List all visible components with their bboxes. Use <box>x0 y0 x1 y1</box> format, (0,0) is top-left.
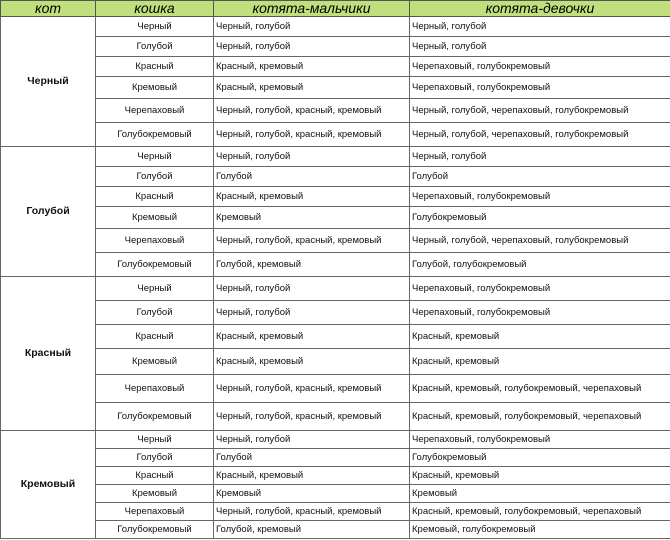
mother-color-cell: Красный <box>96 187 214 207</box>
table-body <box>1 17 670 539</box>
female-kittens-cell: Кремовый, голубокремовый <box>410 521 670 539</box>
male-kittens-cell: Голубой, кремовый <box>214 521 410 539</box>
female-kittens-cell: Голубокремовый <box>410 449 670 467</box>
male-kittens-cell: Красный, кремовый <box>214 349 410 375</box>
male-kittens-cell: Красный, кремовый <box>214 325 410 349</box>
table-row <box>1 187 670 207</box>
male-kittens-cell: Кремовый <box>214 485 410 503</box>
father-color-cell: Голубой <box>1 147 96 277</box>
female-kittens-cell: Черепаховый, голубокремовый <box>410 277 670 301</box>
female-kittens-cell: Красный, кремовый, голубокремовый, черепаховый <box>410 503 670 521</box>
table-row <box>1 17 670 37</box>
table-row <box>1 277 670 301</box>
header-father: кот <box>1 1 96 17</box>
mother-color-cell: Голубокремовый <box>96 403 214 431</box>
mother-color-cell: Черепаховый <box>96 375 214 403</box>
mother-color-cell: Голубой <box>96 449 214 467</box>
table-row <box>1 349 670 375</box>
male-kittens-cell: Голубой <box>214 167 410 187</box>
mother-color-cell: Кремовый <box>96 77 214 99</box>
table-row <box>1 253 670 277</box>
female-kittens-cell: Черепаховый, голубокремовый <box>410 187 670 207</box>
table-row <box>1 123 670 147</box>
female-kittens-cell: Черепаховый, голубокремовый <box>410 57 670 77</box>
mother-color-cell: Черный <box>96 431 214 449</box>
table-row <box>1 485 670 503</box>
table-row <box>1 99 670 123</box>
female-kittens-cell: Черный, голубой, черепаховый, голубокремовый <box>410 99 670 123</box>
male-kittens-cell: Красный, кремовый <box>214 57 410 77</box>
female-kittens-cell: Черепаховый, голубокремовый <box>410 77 670 99</box>
female-kittens-cell: Красный, кремовый <box>410 349 670 375</box>
female-kittens-cell: Черный, голубой, черепаховый, голубокремовый <box>410 229 670 253</box>
female-kittens-cell: Красный, кремовый, голубокремовый, черепаховый <box>410 375 670 403</box>
mother-color-cell: Голубой <box>96 37 214 57</box>
mother-color-cell: Красный <box>96 467 214 485</box>
mother-color-cell: Кремовый <box>96 207 214 229</box>
male-kittens-cell: Черный, голубой, красный, кремовый <box>214 503 410 521</box>
female-kittens-cell: Кремовый <box>410 485 670 503</box>
table-row <box>1 77 670 99</box>
male-kittens-cell: Черный, голубой, красный, кремовый <box>214 229 410 253</box>
male-kittens-cell: Черный, голубой <box>214 147 410 167</box>
mother-color-cell: Черепаховый <box>96 503 214 521</box>
female-kittens-cell: Черепаховый, голубокремовый <box>410 431 670 449</box>
header-row <box>1 1 670 17</box>
male-kittens-cell: Черный, голубой <box>214 17 410 37</box>
table-row <box>1 229 670 253</box>
male-kittens-cell: Черный, голубой, красный, кремовый <box>214 99 410 123</box>
table-row <box>1 503 670 521</box>
mother-color-cell: Голубокремовый <box>96 253 214 277</box>
mother-color-cell: Черный <box>96 147 214 167</box>
male-kittens-cell: Черный, голубой, красный, кремовый <box>214 375 410 403</box>
table-row <box>1 37 670 57</box>
mother-color-cell: Голубой <box>96 167 214 187</box>
male-kittens-cell: Красный, кремовый <box>214 187 410 207</box>
female-kittens-cell: Черный, голубой, черепаховый, голубокремовый <box>410 123 670 147</box>
table-row <box>1 449 670 467</box>
header-male-kittens: котята-мальчики <box>214 1 410 17</box>
female-kittens-cell: Черный, голубой <box>410 147 670 167</box>
father-color-cell: Кремовый <box>1 431 96 539</box>
mother-color-cell: Голубокремовый <box>96 123 214 147</box>
female-kittens-cell: Черный, голубой <box>410 17 670 37</box>
male-kittens-cell: Красный, кремовый <box>214 77 410 99</box>
table-row <box>1 207 670 229</box>
mother-color-cell: Черный <box>96 17 214 37</box>
male-kittens-cell: Черный, голубой, красный, кремовый <box>214 403 410 431</box>
male-kittens-cell: Черный, голубой, красный, кремовый <box>214 123 410 147</box>
male-kittens-cell: Черный, голубой <box>214 431 410 449</box>
male-kittens-cell: Черный, голубой <box>214 277 410 301</box>
mother-color-cell: Кремовый <box>96 349 214 375</box>
table-row <box>1 325 670 349</box>
male-kittens-cell: Голубой, кремовый <box>214 253 410 277</box>
female-kittens-cell: Черепаховый, голубокремовый <box>410 301 670 325</box>
table-row <box>1 147 670 167</box>
female-kittens-cell: Голубокремовый <box>410 207 670 229</box>
table-row <box>1 57 670 77</box>
mother-color-cell: Красный <box>96 325 214 349</box>
male-kittens-cell: Красный, кремовый <box>214 467 410 485</box>
father-color-cell: Красный <box>1 277 96 431</box>
female-kittens-cell: Красный, кремовый <box>410 325 670 349</box>
mother-color-cell: Кремовый <box>96 485 214 503</box>
table-row <box>1 431 670 449</box>
female-kittens-cell: Красный, кремовый <box>410 467 670 485</box>
table-row <box>1 467 670 485</box>
mother-color-cell: Красный <box>96 57 214 77</box>
male-kittens-cell: Голубой <box>214 449 410 467</box>
header-female-kittens: котята-девочки <box>410 1 670 17</box>
table-row <box>1 375 670 403</box>
mother-color-cell: Голубой <box>96 301 214 325</box>
male-kittens-cell: Черный, голубой <box>214 301 410 325</box>
table-row <box>1 521 670 539</box>
mother-color-cell: Черепаховый <box>96 99 214 123</box>
male-kittens-cell: Черный, голубой <box>214 37 410 57</box>
female-kittens-cell: Голубой <box>410 167 670 187</box>
mother-color-cell: Черепаховый <box>96 229 214 253</box>
father-color-cell: Черный <box>1 17 96 147</box>
female-kittens-cell: Черный, голубой <box>410 37 670 57</box>
table-row <box>1 301 670 325</box>
female-kittens-cell: Голубой, голубокремовый <box>410 253 670 277</box>
table-row <box>1 167 670 187</box>
female-kittens-cell: Красный, кремовый, голубокремовый, черепаховый <box>410 403 670 431</box>
male-kittens-cell: Кремовый <box>214 207 410 229</box>
header-mother: кошка <box>96 1 214 17</box>
table-row <box>1 403 670 431</box>
mother-color-cell: Голубокремовый <box>96 521 214 539</box>
mother-color-cell: Черный <box>96 277 214 301</box>
